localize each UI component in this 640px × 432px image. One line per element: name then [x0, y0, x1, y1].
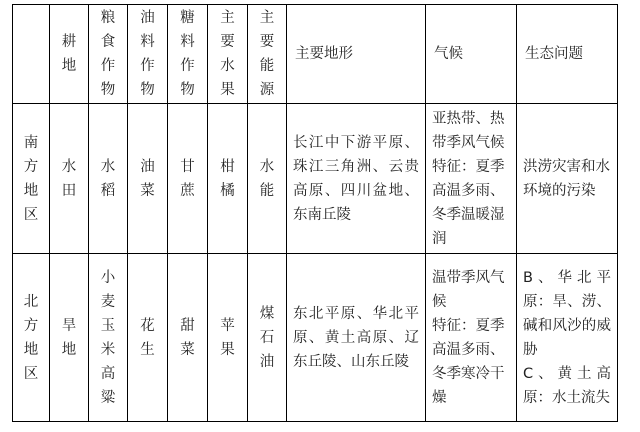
cell-fruit: 柑橘: [208, 104, 248, 254]
cell-region: 南方地区: [13, 104, 50, 254]
cell-sugar: 甜菜: [168, 254, 208, 422]
table-row-south: [13, 104, 618, 254]
agriculture-comparison-table: [12, 4, 618, 422]
cell-eco: [517, 254, 618, 422]
header-eco: 生态问题: [517, 5, 618, 104]
header-oil: 油料作物: [128, 5, 168, 104]
header-region: [13, 5, 50, 104]
header-row: [13, 5, 618, 104]
climate-feature: 特征：夏季高温多雨、冬季温暖湿润: [432, 158, 505, 247]
eco-item-b: B、华北平原：旱、涝、碱和风沙的威胁: [523, 269, 611, 358]
cell-grain: 水稻: [89, 104, 128, 254]
cell-energy: 煤石油: [248, 254, 287, 422]
header-fruit: 主要水果: [208, 5, 248, 104]
cell-climate: [426, 104, 517, 254]
cell-terrain: 长江中下游平原、珠江三角洲、云贵高原、四川盆地、东南丘陵: [287, 104, 426, 254]
header-farmland: 耕地: [50, 5, 89, 104]
cell-climate: [426, 254, 517, 422]
climate-type: 亚热带、热带季风气候: [432, 110, 505, 151]
cell-fruit: 苹果: [208, 254, 248, 422]
header-sugar: 糖料作物: [168, 5, 208, 104]
table-row-north: [13, 254, 618, 422]
eco-item-c: C、黄土高原：水土流失: [523, 365, 611, 406]
header-grain: 粮食作物: [89, 5, 128, 104]
cell-terrain: 东北平原、华北平原、黄土高原、辽东丘陵、山东丘陵: [287, 254, 426, 422]
climate-type: 温带季风气候: [432, 269, 505, 310]
cell-grain: 小麦玉米高粱: [89, 254, 128, 422]
cell-eco: 洪涝灾害和水环境的污染: [517, 104, 618, 254]
header-terrain: 主要地形: [287, 5, 426, 104]
cell-oil: 花生: [128, 254, 168, 422]
cell-farmland: 旱地: [50, 254, 89, 422]
cell-farmland: 水田: [50, 104, 89, 254]
climate-feature: 特征：夏季高温多雨、冬季寒冷干燥: [432, 317, 505, 406]
cell-region: 北方地区: [13, 254, 50, 422]
header-energy: 主要能源: [248, 5, 287, 104]
cell-energy: 水能: [248, 104, 287, 254]
cell-oil: 油菜: [128, 104, 168, 254]
cell-sugar: 甘蔗: [168, 104, 208, 254]
header-climate: 气候: [426, 5, 517, 104]
